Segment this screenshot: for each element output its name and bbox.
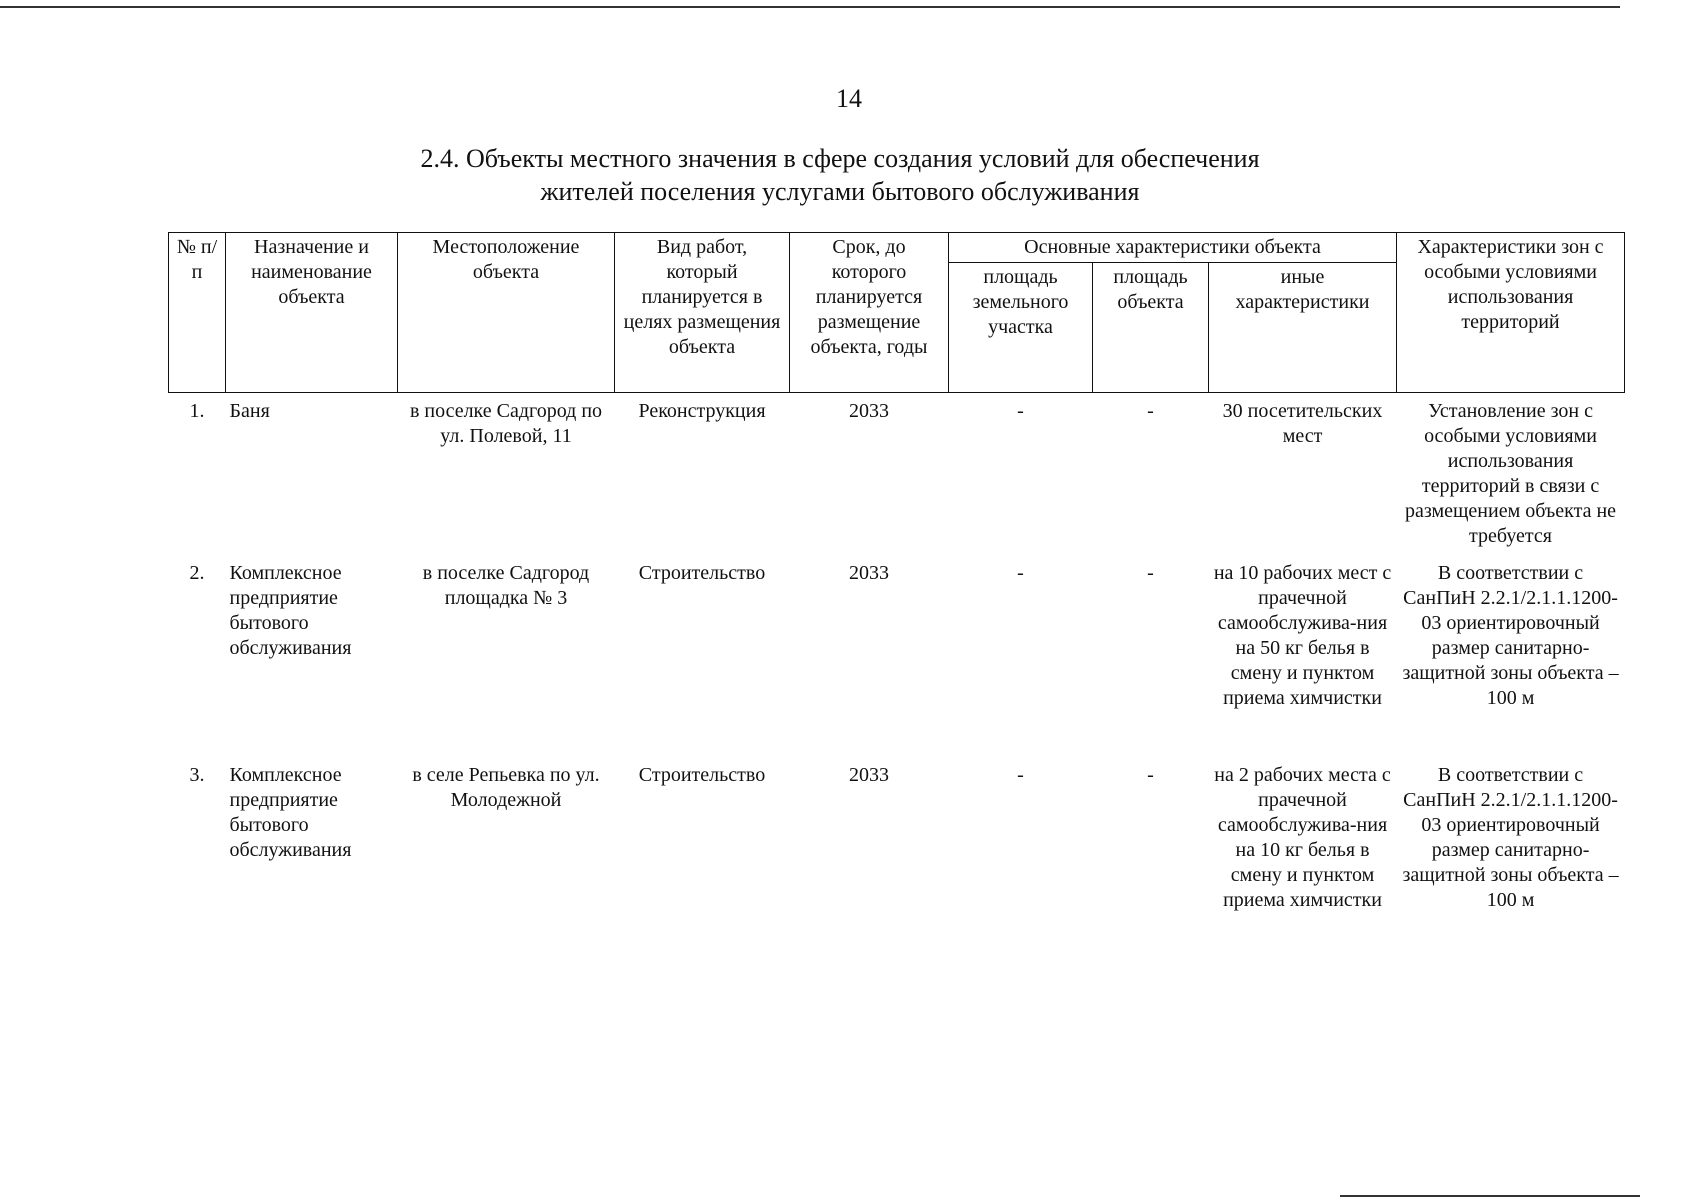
header-num: № п/п [169, 233, 226, 393]
table-row [169, 393, 1625, 556]
bottom-rule [1340, 1195, 1640, 1197]
row-name: Баня [229, 400, 270, 422]
row-land-area: - [1017, 562, 1024, 584]
row-location: в поселке Садгород по ул. Полевой, 11 [409, 400, 603, 447]
row-deadline: 2033 [849, 562, 889, 584]
header-work-type: Вид работ, который планируется в целях размещения объекта [615, 233, 790, 393]
table-row [169, 555, 1625, 757]
header-main-characteristics: Основные характеристики объекта [949, 233, 1397, 263]
row-land-area: - [1017, 400, 1024, 422]
page-number: 14 [836, 84, 862, 113]
row-zones: В соответствии с СанПиН 2.2.1/2.1.1.1200-03 ориентировочный размер санитарно-защитной зоны объекта – 100 м [1402, 562, 1619, 709]
top-rule [0, 6, 1620, 8]
header-name: Назначение и наименование объекта [226, 233, 398, 393]
row-deadline: 2033 [849, 764, 889, 786]
row-land-area: - [1017, 764, 1024, 786]
row-other: 30 посетительских мест [1222, 400, 1383, 447]
title-line-1: 2.4. Объекты местного значения в сфере создания условий для обеспечения [420, 144, 1260, 173]
row-work-type: Реконструкция [638, 400, 766, 422]
row-deadline: 2033 [849, 400, 889, 422]
row-object-area: - [1147, 562, 1154, 584]
row-object-area: - [1147, 764, 1154, 786]
row-work-type: Строительство [638, 562, 766, 584]
row-name: Комплексное предприятие бытового обслуживания [229, 562, 352, 659]
row-num: 3. [189, 764, 205, 786]
section-title [330, 142, 1350, 208]
row-work-type: Строительство [638, 764, 766, 786]
row-name: Комплексное предприятие бытового обслуживания [229, 764, 352, 861]
header-row-1 [169, 233, 1625, 263]
row-num: 2. [189, 562, 205, 584]
header-deadline: Срок, до которого планируется размещение объекта, годы [790, 233, 949, 393]
objects-table [168, 232, 1625, 969]
row-location: в поселке Садгород площадка № 3 [422, 562, 590, 609]
row-object-area: - [1147, 400, 1154, 422]
title-line-2: жителей поселения услугами бытового обслуживания [540, 177, 1140, 206]
header-location: Местоположение объекта [398, 233, 615, 393]
row-other: на 10 рабочих мест с прачечной самообслужива-ния на 50 кг белья в смену и пунктом приема химчистки [1213, 562, 1392, 709]
table-row [169, 757, 1625, 969]
row-zones: Установление зон с особыми условиями использования территорий в связи с размещением объекта не требуется [1405, 400, 1617, 547]
row-zones: В соответствии с СанПиН 2.2.1/2.1.1.1200-03 ориентировочный размер санитарно-защитной зоны объекта – 100 м [1402, 764, 1619, 911]
row-other: на 2 рабочих места с прачечной самообслужива-ния на 10 кг белья в смену и пунктом приема химчистки [1214, 764, 1391, 911]
header-object-area: площадь объекта [1093, 263, 1209, 393]
row-num: 1. [189, 400, 205, 422]
header-zones: Характеристики зон с особыми условиями использования территорий [1397, 233, 1625, 393]
row-location: в селе Репьевка по ул. Молодежной [412, 764, 600, 811]
header-other-characteristics: иные характеристики [1209, 263, 1397, 393]
header-land-area: площадь земельного участка [949, 263, 1093, 393]
